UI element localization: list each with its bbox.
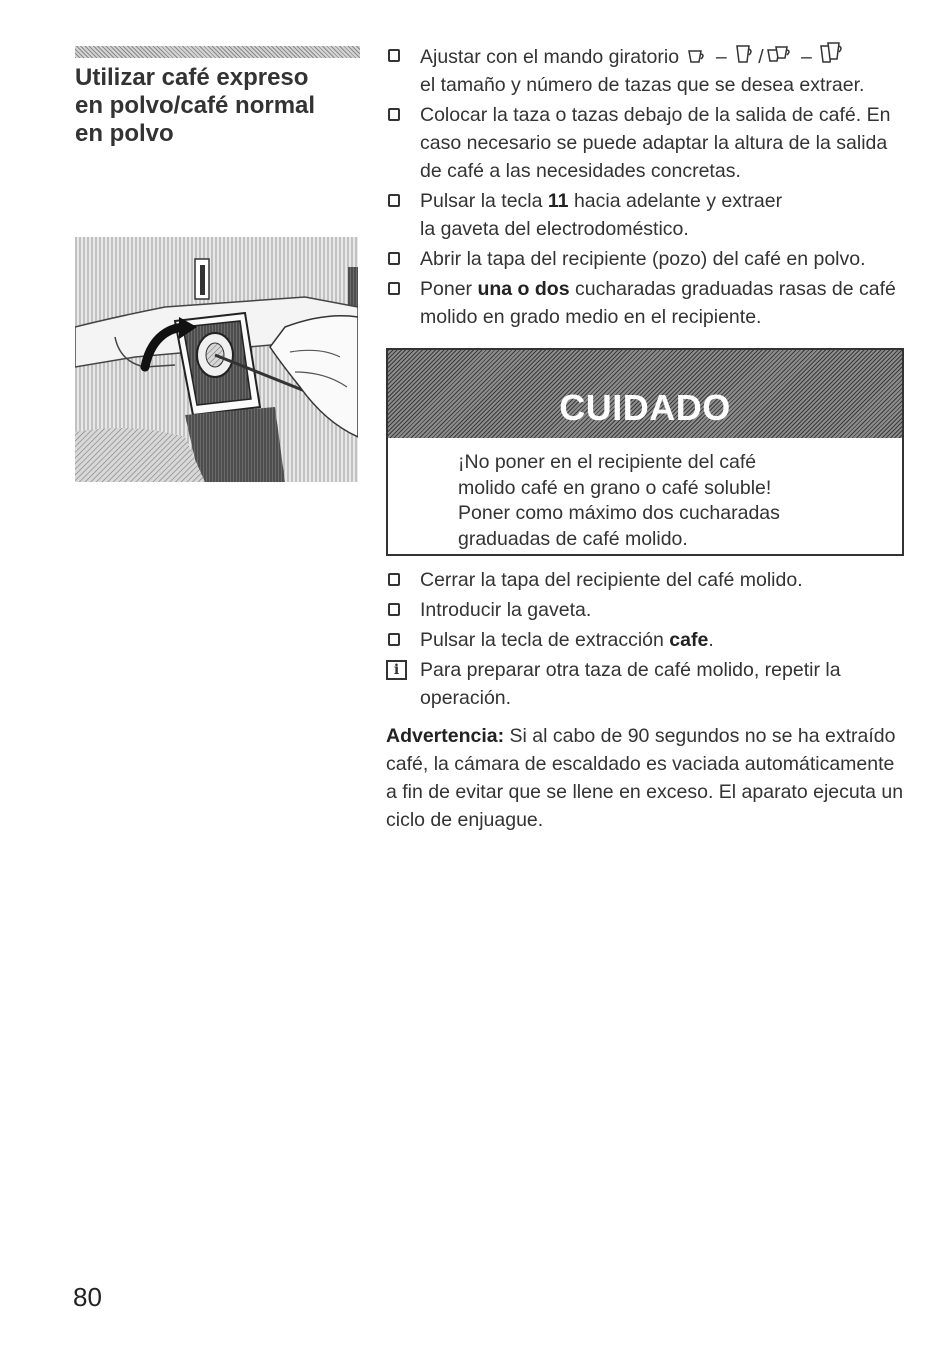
list-item [386, 187, 906, 243]
symbol-separator: / [758, 46, 764, 68]
steps-list-bottom [386, 566, 906, 714]
two-large-cups-icon [819, 42, 845, 66]
page-number: 80 [73, 1282, 102, 1312]
step-text: Poner [420, 278, 473, 300]
step-text-continued: hacia adelante y extraer [573, 190, 783, 212]
step-text: Introducir la gaveta. [420, 599, 592, 621]
checkbox-bullet-icon [388, 194, 400, 207]
list-item [386, 626, 906, 654]
checkbox-bullet-icon [388, 633, 400, 646]
warning-line: ¡No poner en el recipiente del café [458, 451, 757, 473]
symbol-separator: – [715, 46, 727, 68]
warning-line: Poner como máximo dos cucharadas [458, 502, 780, 524]
info-icon: i [386, 660, 407, 680]
list-item [386, 42, 906, 99]
emphasis-text: una o dos [477, 278, 570, 300]
advertencia-label: Advertencia: [386, 725, 505, 747]
step-text: Abrir la tapa del recipiente (pozo) del café en polvo. [420, 248, 866, 270]
warning-text [458, 450, 878, 552]
key-name: cafe [669, 629, 709, 651]
warning-line: graduadas de café molido. [458, 527, 688, 550]
step-text-continued: . [708, 629, 714, 651]
list-item [386, 566, 906, 594]
warning-line: molido café en grano o café soluble! [458, 476, 772, 499]
section-title [75, 64, 365, 148]
step-text: Colocar la taza o tazas debajo de la salida de café. En caso necesario se puede adaptar la altura de la salida de café a las necesidades concretas. [420, 104, 891, 182]
step-text-continued: el tamaño y número de tazas que se desea extraer. [420, 74, 865, 96]
section-title-line-1: Utilizar café expreso [75, 64, 309, 91]
advertencia-text: Si al cabo de 90 segundos no se ha extraído café, la cámara de escaldado es vaciada automáticamente a fin de evitar que se llene en exceso. El aparato ejecuta un ciclo de enjuague. [386, 725, 904, 831]
checkbox-bullet-icon [388, 573, 400, 586]
checkbox-bullet-icon [388, 252, 400, 265]
symbol-separator: – [801, 46, 812, 68]
step-text: Ajustar con el mando giratorio [420, 46, 680, 68]
coffee-drawer-illustration [75, 237, 358, 482]
list-item [386, 596, 906, 624]
warning-title: CUIDADO [559, 387, 731, 428]
advertencia-note [386, 722, 906, 834]
checkbox-bullet-icon [388, 49, 400, 62]
section-divider-bar [75, 46, 360, 58]
list-item [386, 275, 906, 331]
warning-header [388, 350, 902, 438]
small-cup-icon [686, 46, 708, 66]
large-cup-icon [734, 44, 756, 66]
key-number: 11 [547, 190, 569, 212]
list-item [386, 101, 906, 185]
info-item [386, 656, 906, 712]
checkbox-bullet-icon [388, 282, 400, 295]
step-text: Pulsar la tecla [420, 190, 543, 212]
step-text: Pulsar la tecla de extracción [420, 629, 664, 651]
two-cups-icon [766, 44, 794, 66]
list-item [386, 245, 906, 273]
checkbox-bullet-icon [388, 108, 400, 121]
step-text: Cerrar la tapa del recipiente del café molido. [420, 569, 803, 591]
step-text-line-2: la gaveta del electrodoméstico. [420, 218, 689, 240]
warning-box [386, 348, 904, 556]
section-title-line-3: en polvo [75, 120, 174, 147]
checkbox-bullet-icon [388, 603, 400, 616]
info-text: Para preparar otra taza de café molido, repetir la operación. [420, 659, 841, 709]
section-title-line-2: en polvo/café normal [75, 92, 316, 119]
steps-list-top [386, 42, 906, 333]
step-text-continued: cucharadas graduadas rasas de café molido en grado medio en el recipiente. [420, 278, 896, 328]
